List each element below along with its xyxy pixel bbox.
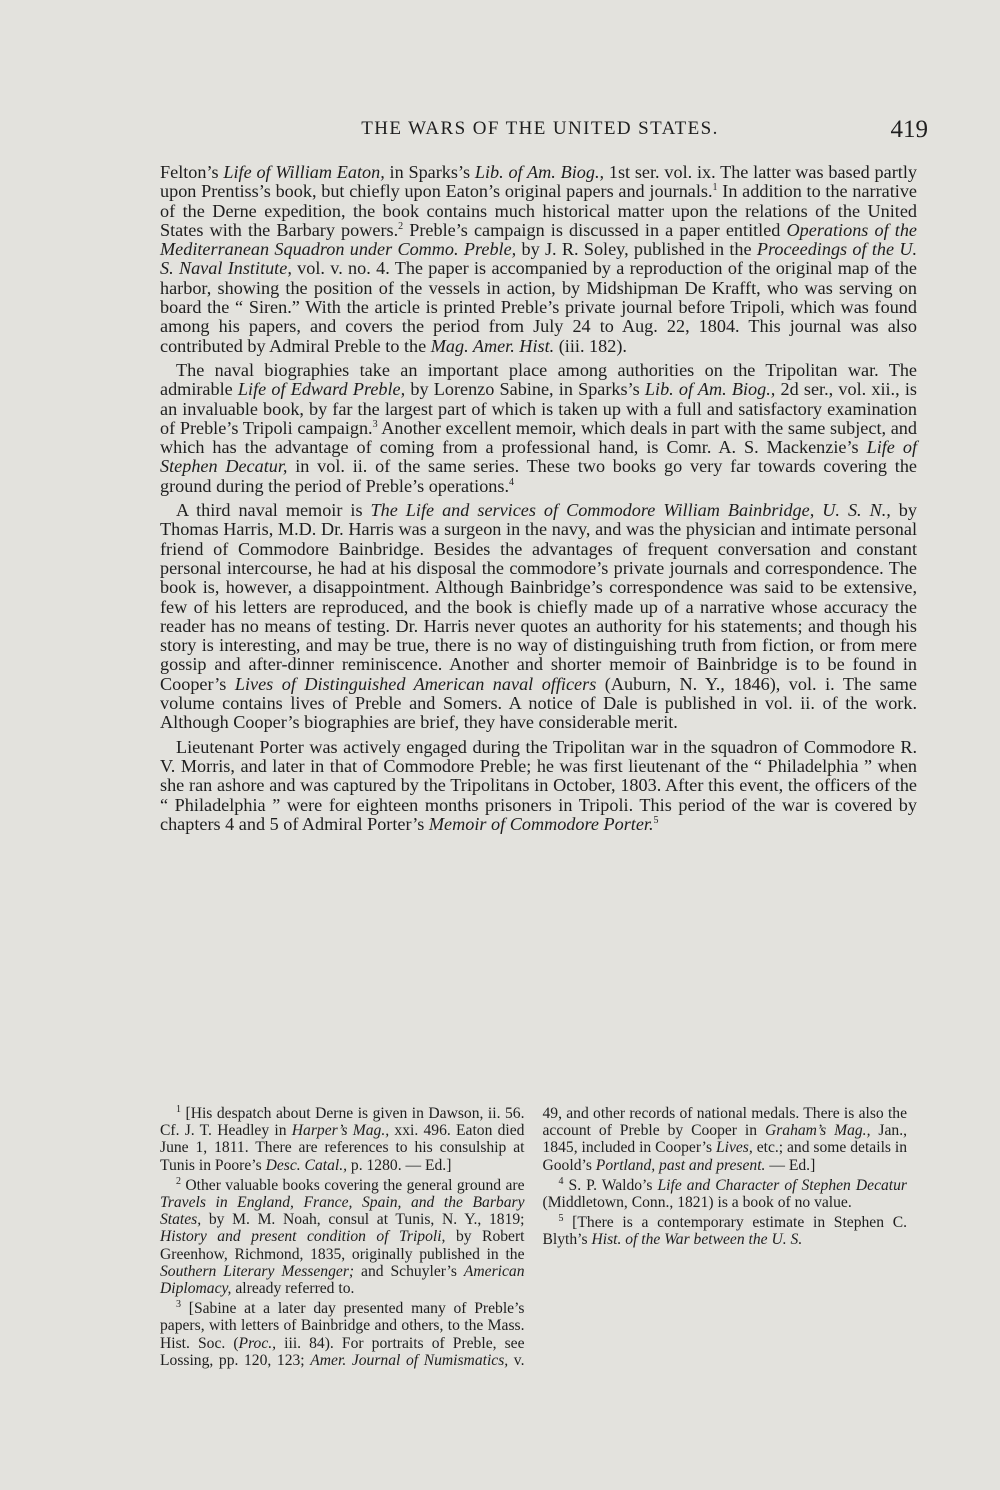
paragraph [160,501,917,733]
text-run: — Ed.] [765,1156,816,1174]
text-run: [There is a contemporary estimate in Stephen C. Blyth’s [542,1214,907,1249]
note-reference: 2 [176,1175,181,1187]
text-run: by Thomas Harris, M.D. Dr. Harris was a surgeon in the navy, and was the physician and intimate personal friend of Commodore Bainbridge. Besides the advantages of frequent conversation and constant personal intercourse, he had at his disposal the commodore’s private journals and correspondence. The book is, however, a disappointment. Although Bainbridge’s correspondence was said to be extensive, few of his letters are reproduced, and the book is chiefly made up of a narrative whose accuracy the reader has no means of testing. Dr. Harris never quotes an authority for his statements; and though his story is interesting, and may be true, there is no way of distinguishing truth from fiction, or from mere gossip and after-dinner reminiscence. Another and shorter memoir of Bainbridge is to be found in Cooper’s [160,500,917,694]
footnotes [160,1105,907,1385]
footnote [543,1177,908,1211]
text-run: Jan., 1845, included in Cooper’s [542,1122,907,1157]
italic-title: Proc., [238,1334,277,1352]
italic-title: Lib. of Am. Biog., [644,379,776,400]
text-run: in vol. ii. of the same series. These two books go very far towards covering the ground during the period of Preble’s operations. [160,456,917,496]
text-run: Another excellent memoir, which deals in part with the same subject, and which has the advantage of coming from a professional hand, is Comr. A. S. Mackenzie’s [160,417,917,458]
italic-title: Operations of the Mediterranean Squadron under Commo. Preble, [160,219,917,260]
note-reference: 1 [712,182,718,194]
italic-title: Life of Edward Preble, [237,379,406,400]
italic-title: Southern Literary Messenger; [160,1262,355,1280]
footnote [543,1214,908,1248]
italic-title: Desc. Catal., [265,1156,348,1174]
text-run: etc.; and some details in Goold’s [542,1139,908,1174]
note-reference: 5 [558,1213,564,1225]
note-reference: 4 [509,476,515,488]
text-run: 1st ser. vol. ix. The latter was based partly upon Prentiss’s book, but chiefly upon Eaton’s original papers and journals. [160,162,917,202]
text-run: In addition to the narrative of the Derne expedition, the book contains much historical matter upon the relations of the United States with the Barbary powers. [160,181,917,240]
note-reference: 3 [372,418,378,430]
text-run: v. 49, and other records of national medals. There is also the account of Preble by Cooper in [508,1105,907,1369]
page-header [160,116,928,146]
italic-title: Life of William Eaton, [223,162,385,182]
text-run: in Sparks’s [384,162,475,182]
text-run: The naval biographies take an important place among authorities on the Tripolitan war. The admirable [160,359,917,400]
text-run: [His despatch about Derne is given in Dawson, ii. 56. Cf. J. T. Headley in [160,1105,525,1140]
italic-title: American Diplomacy, [160,1262,525,1298]
footnote [160,1177,525,1297]
italic-title: Mag. Amer. Hist. [430,335,555,356]
text-run: by Robert Greenhow, Richmond, 1835, originally published in the [160,1228,525,1263]
text-run: 2d ser., vol. xii., is an invaluable book, by far the largest part of which is taken up with a full and satisfactory examination of Preble’s Tripoli campaign. [160,379,917,438]
page-number: 419 [890,116,928,143]
italic-title: Life of Stephen Decatur, [160,437,917,477]
italic-title: Memoir of Commodore Porter. [428,813,654,834]
italic-title: History and present condition of Tripoli, [160,1228,446,1246]
running-head: THE WARS OF THE UNITED STATES. [361,118,719,139]
italic-title: Proceedings of the U. S. Naval Institute, [160,239,918,279]
text-run: Preble’s campaign is discussed in a paper entitled [403,219,787,240]
italic-title: Hist. of the War between the U. S. [591,1231,803,1249]
text-run: (Auburn, N. Y., 1846), vol. i. The same volume contains lives of Preble and Somers. A notice of Dale is published in vol. ii. of the work. Although Cooper’s biographies are brief, they have considerable merit. [160,673,918,733]
italic-title: Harper’s Mag., [291,1122,390,1140]
paragraph [160,738,917,834]
note-reference: 5 [653,814,659,826]
text-run: (Middletown, Conn., 1821) is a book of no value. [542,1194,852,1212]
text-run: Felton’s [160,162,224,182]
italic-title: The Life and services of Commodore William Bainbridge, U. S. N., [370,500,891,521]
text-run: xxi. 496. Eaton died June 1, 1811. There are references to his consulship at Tunis in Poore’s [160,1122,525,1174]
paragraph [160,163,917,356]
text-run: S. P. Waldo’s [563,1176,658,1194]
italic-title: Lib. of Am. Biog., [474,162,605,182]
italic-title: Travels in England, France, Spain, and the Barbary States, [160,1194,525,1229]
text-run: vol. v. no. 4. The paper is accompanied by a reproduction of the original map of the harbor, showing the position of the vessels in action, by Midshipman De Krafft, who was serving on board the “ Siren.” With the article is printed Preble’s private journal before Tripoli, which was found among his papers, and covers the period from July 24 to Aug. 22, 1804. This journal was also contributed by Admiral Preble to the [160,258,917,356]
note-reference: 4 [558,1175,564,1187]
text-run: by M. M. Noah, consul at Tunis, N. Y., 1819; [201,1211,525,1229]
text-run: A third naval memoir is [176,500,371,521]
text-run: by J. R. Soley, published in the [516,239,757,260]
note-reference: 2 [398,220,404,232]
note-reference: 1 [176,1103,181,1115]
text-run: by Lorenzo Sabine, in Sparks’s [405,379,645,400]
text-run: p. 1280. — Ed.] [347,1156,452,1174]
text-run: Other valuable books covering the general ground are [181,1176,525,1194]
italic-title: Life and Character of Stephen Decatur [657,1176,907,1194]
text-run: Lieutenant Porter was actively engaged during the Tripolitan war in the squadron of Commodore R. V. Morris, and later in that of Commodore Preble; he was first lieutenant of the “ Philadelphia ” when she ran ashore and was captured by the Tripolitans in October, 1803. After this event, the officers of the “ Philadelphia ” were for eighteen months prisoners in Tripoli. This period of the war is covered by chapters 4 and 5 of Admiral Porter’s [160,736,917,834]
paragraph [160,361,917,496]
text-run: iii. 84). For portraits of Preble, see Lossing, pp. 120, 123; [160,1334,525,1369]
italic-title: Portland, past and present. [595,1156,766,1174]
note-reference: 3 [176,1299,181,1311]
text-run: (iii. 182). [554,335,627,356]
italic-title: Lives of Distinguished American naval officers [234,673,597,694]
body-text [160,163,917,839]
italic-title: Lives, [715,1139,753,1157]
text-run: [Sabine at a later day presented many of Preble’s papers, with letters of Bainbridge and others, to the Mass. Hist. Soc. ( [160,1300,525,1352]
text-run: and Schuyler’s [354,1262,464,1280]
italic-title: Amer. Journal of Numismatics, [310,1351,509,1369]
footnote [160,1105,525,1174]
italic-title: Graham’s Mag., [764,1122,871,1140]
text-run: already referred to. [231,1280,355,1298]
